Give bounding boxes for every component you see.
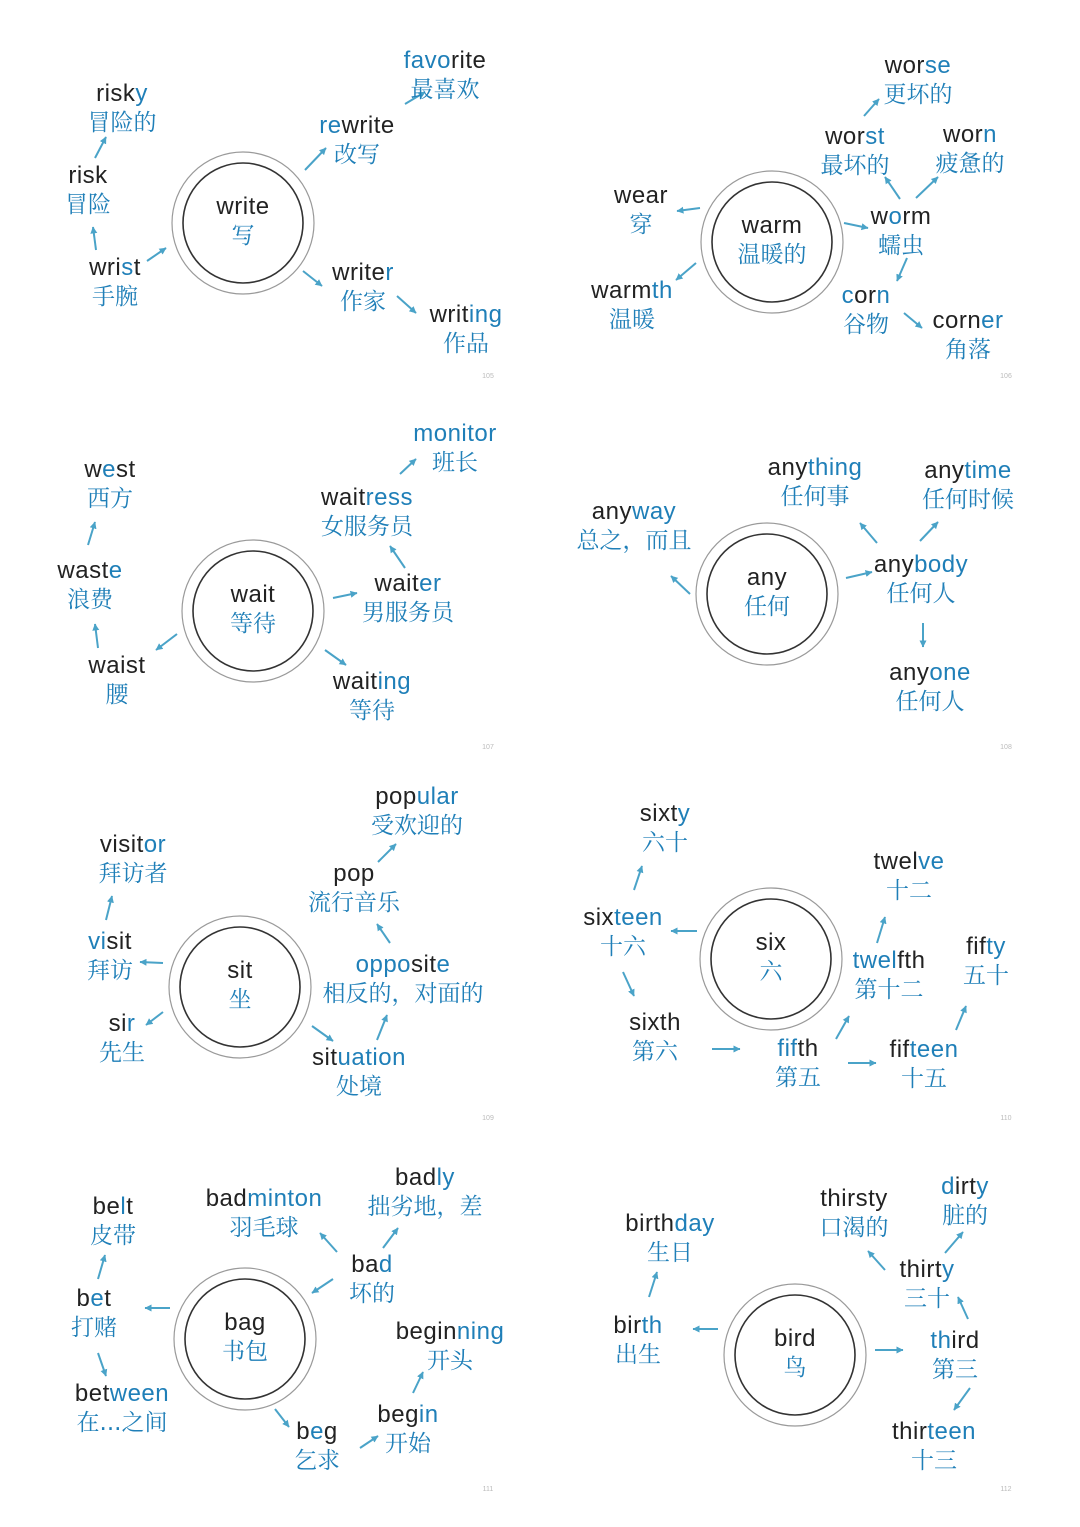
word-begin [377,1403,438,1456]
arrow-bird-7 [954,1388,970,1410]
word-monitor-english: monitor [413,420,497,447]
word-visit-chinese: 拜访 [87,958,133,984]
arrow-warm-5 [844,223,868,228]
word-twelfth-chinese: 第十二 [854,977,924,1003]
arrow-sit-5 [377,1015,387,1040]
center-word-write [216,195,269,248]
word-anytime-chinese: 任何时候 [922,487,1014,513]
word-badly-chinese: 拙劣地，差 [367,1194,483,1220]
word-twelve-chinese: 十二 [885,878,932,904]
word-situation-chinese: 处境 [335,1074,382,1100]
page-number-any: 108 [1000,744,1012,751]
word-favorite-english: favorite [403,47,487,74]
word-anybody-english: anybody [873,551,969,578]
word-birth-english: birth [613,1312,663,1339]
word-risk-chinese: 冒险 [65,192,111,218]
arrow-bag-8 [360,1436,378,1448]
word-fifteen-chinese: 十五 [900,1066,947,1092]
center-word-bag-chinese: 书包 [222,1339,268,1365]
word-waist-chinese: 腰 [105,682,129,708]
word-corn-chinese: 谷物 [842,312,889,338]
arrow-bird-1 [945,1232,963,1253]
word-popular-english: popular [375,783,459,810]
word-thirteen-chinese: 十三 [911,1448,957,1474]
center-word-wait-chinese: 等待 [230,611,276,637]
arrow-sit-7 [312,1026,333,1041]
word-birthday-chinese: 生日 [646,1240,693,1266]
word-wrist-chinese: 手腕 [91,284,138,310]
word-thirty-chinese: 三十 [903,1286,950,1312]
word-wrist [89,256,141,309]
word-waiting-english: waiting [332,668,412,695]
word-risky [88,82,157,135]
arrow-bag-1 [383,1228,398,1248]
word-sir [99,1012,145,1065]
word-birthday [625,1212,714,1265]
arrow-warm-8 [904,313,922,328]
word-anyone-chinese: 任何人 [895,689,965,715]
word-opposite-english: opposite [355,951,451,978]
word-anything-english: anything [767,454,863,481]
word-pop-english: pop [333,860,375,887]
word-visit-english: visit [88,928,132,955]
word-worst-english: worst [825,123,885,150]
center-word-any-chinese: 任何 [744,594,790,620]
word-wear-english: wear [613,182,669,209]
word-situation-english: situation [312,1044,406,1071]
word-anything [768,456,863,509]
word-twelve [873,850,944,903]
word-anyway-chinese: 总之，而且 [576,528,692,554]
center-word-any [744,566,790,619]
word-dirty [941,1175,989,1228]
word-corner [932,309,1003,362]
word-risk-english: risk [68,162,108,189]
arrow-any-1 [860,523,877,543]
center-word-bag [222,1311,268,1364]
arrow-any-2 [920,522,938,541]
word-sixth-english: sixth [629,1009,681,1036]
word-situation [312,1046,406,1099]
word-thirteen-english: thirteen [891,1418,977,1445]
word-anyway [577,500,692,553]
word-belt-chinese: 皮带 [90,1223,136,1249]
word-opposite [323,953,484,1006]
arrow-wait-6 [156,634,177,650]
word-rewrite [319,114,395,167]
word-waiter-chinese: 男服务员 [362,600,454,626]
page-number-write: 105 [482,373,494,380]
word-twelfth-english: twelfth [852,947,926,974]
word-opposite-chinese: 相反的，对面的 [322,981,484,1007]
word-third-english: third [930,1327,980,1354]
word-bet-chinese: 打赌 [71,1315,117,1341]
word-thirty-english: thirty [899,1256,955,1283]
word-warmth [591,279,673,332]
word-waitress-english: waitress [320,484,414,511]
arrow-write-3 [147,248,166,261]
arrow-warm-7 [897,258,907,281]
center-word-sit-chinese: 坐 [228,987,252,1013]
arrow-six-4 [623,972,634,996]
word-sixteen [583,906,663,959]
word-worn-chinese: 疲惫的 [935,151,1005,177]
word-sixty-chinese: 六十 [642,830,688,856]
word-bad-english: bad [351,1251,393,1278]
word-wrist-english: wrist [89,254,141,281]
arrow-write-2 [95,137,106,158]
word-fifth-english: fifth [777,1035,819,1062]
word-sir-english: sir [108,1010,136,1037]
word-thirty [899,1258,954,1311]
word-third [930,1329,979,1382]
center-word-six [756,931,787,984]
word-badminton-chinese: 羽毛球 [229,1215,299,1241]
arrow-sit-6 [146,1012,163,1025]
word-beg [294,1420,340,1473]
arrow-six-6 [836,1016,849,1039]
word-waist [88,654,145,707]
center-word-sit-english: sit [227,957,253,984]
word-risky-english: risky [96,80,148,107]
word-birth-chinese: 出生 [615,1342,661,1368]
word-beginning-chinese: 开头 [426,1348,473,1374]
arrow-bird-2 [868,1251,885,1270]
word-waiting-chinese: 等待 [349,698,395,724]
center-word-six-chinese: 六 [759,959,783,985]
word-pop-chinese: 流行音乐 [308,890,400,916]
arrow-sit-2 [106,896,112,920]
word-visitor-english: visitor [99,831,167,858]
word-between [75,1382,169,1435]
word-anytime [922,459,1014,512]
word-badminton-english: badminton [205,1185,323,1212]
word-risky-chinese: 冒险的 [87,110,157,136]
word-third-chinese: 第三 [932,1357,978,1383]
word-worse [884,54,953,107]
arrow-warm-3 [916,177,938,198]
arrow-bag-9 [275,1409,289,1427]
arrow-warm-4 [677,208,700,211]
word-pop [308,862,400,915]
word-dirty-chinese: 脏的 [941,1203,988,1229]
word-writing [430,303,503,356]
word-anybody-chinese: 任何人 [886,581,956,607]
word-anyone-english: anyone [889,659,971,686]
word-visit [87,930,133,983]
arrow-write-6 [303,271,322,286]
word-sir-chinese: 先生 [99,1040,145,1066]
page-number-warm: 106 [1000,373,1012,380]
word-fifteen-english: fifteen [889,1036,959,1063]
word-warmth-english: warmth [591,277,673,304]
arrow-wait-4 [95,624,98,648]
arrow-warm-1 [864,99,879,116]
word-waste [57,559,122,612]
arrow-bag-7 [98,1353,106,1376]
word-badly-english: badly [395,1164,455,1191]
word-favorite [404,49,487,102]
arrow-bag-6 [413,1372,423,1393]
word-fifty [963,935,1009,988]
word-begin-chinese: 开始 [384,1431,431,1457]
center-word-bag-english: bag [224,1309,266,1336]
word-west [84,458,135,511]
word-anytime-english: anytime [924,457,1012,484]
word-anything-chinese: 任何事 [780,484,850,510]
word-corner-chinese: 角落 [945,337,991,363]
word-anybody [874,553,968,606]
word-between-chinese: 在...之间 [76,1410,168,1436]
word-worm-chinese: 蠕虫 [878,233,924,259]
center-word-wait-english: wait [230,581,276,608]
word-corn [842,284,891,337]
word-warmth-chinese: 温暖 [609,307,655,333]
page-number-sit: 109 [482,1115,494,1122]
word-thirsty-english: thirsty [820,1185,888,1212]
word-west-chinese: 西方 [87,486,133,512]
arrow-any-4 [846,572,872,578]
center-word-warm [738,214,807,267]
page-number-wait: 107 [482,744,494,751]
word-sixteen-chinese: 十六 [600,934,646,960]
word-thirteen [892,1420,976,1473]
word-worse-english: worse [884,52,952,79]
word-visitor-chinese: 拜访者 [98,861,168,887]
word-thirsty [820,1187,889,1240]
word-birth [613,1314,662,1367]
word-anyway-english: anyway [591,498,677,525]
word-popular [371,785,463,838]
arrow-any-3 [671,576,690,594]
word-waste-english: waste [57,557,123,584]
center-word-warm-chinese: 温暖的 [737,242,807,268]
arrow-six-1 [634,866,642,890]
arrow-six-8 [956,1006,966,1030]
word-wear [614,184,668,237]
arrow-wait-7 [325,650,346,665]
arrow-sit-1 [378,844,396,862]
word-badminton [206,1187,323,1240]
arrow-bag-3 [320,1233,337,1252]
center-word-write-chinese: 写 [231,223,255,249]
word-worst [821,125,890,178]
word-begin-english: begin [377,1401,439,1428]
word-belt [90,1195,136,1248]
arrow-warm-6 [676,263,696,280]
word-corn-english: corn [841,282,891,309]
word-fifth-chinese: 第五 [775,1065,821,1091]
word-fifteen [890,1038,959,1091]
word-worm [871,205,932,258]
word-monitor [413,422,497,475]
arrow-wait-2 [390,546,405,568]
word-beg-english: beg [296,1418,338,1445]
word-thirsty-chinese: 口渴的 [819,1215,889,1241]
word-writer-chinese: 作家 [339,289,386,315]
word-worse-chinese: 更坏的 [883,82,953,108]
word-twelve-english: twelve [873,848,945,875]
word-fifty-english: fifty [966,933,1006,960]
page-number-bag: 111 [482,1486,494,1493]
word-waiter-english: waiter [374,570,442,597]
word-between-english: between [74,1380,170,1407]
word-dirty-english: dirty [941,1173,989,1200]
word-writing-english: writing [429,301,503,328]
word-worst-chinese: 最坏的 [820,153,890,179]
center-word-write-english: write [216,193,270,220]
word-west-english: west [84,456,136,483]
word-writing-chinese: 作品 [442,331,489,357]
center-word-bird-chinese: 鸟 [783,1355,807,1381]
arrow-six-2 [877,917,885,943]
word-rewrite-chinese: 改写 [333,142,380,168]
center-word-bird-english: bird [773,1325,817,1352]
arrow-bird-4 [958,1297,968,1319]
word-visitor [99,833,168,886]
word-beginning-english: beginning [395,1318,505,1345]
word-worn [936,123,1005,176]
word-sixth-chinese: 第六 [631,1039,678,1065]
word-waiter [362,572,454,625]
arrow-sit-3 [377,924,390,943]
word-twelfth [853,949,926,1002]
word-bet [71,1287,117,1340]
arrow-write-7 [397,296,416,313]
word-sixty-english: sixty [639,800,691,827]
arrow-bag-4 [312,1279,333,1293]
word-writer [332,261,394,314]
word-waiting [333,670,411,723]
word-sixty [640,802,691,855]
word-belt-english: belt [92,1193,134,1220]
center-word-six-english: six [755,929,787,956]
word-bet-english: bet [76,1285,112,1312]
word-waste-chinese: 浪费 [67,587,113,613]
center-word-sit [227,959,253,1012]
page-number-bird: 112 [1000,1486,1012,1493]
word-corner-english: corner [932,307,1004,334]
word-popular-chinese: 受欢迎的 [371,813,463,839]
center-word-warm-english: warm [741,212,803,239]
arrow-wait-3 [88,522,95,545]
word-bad-chinese: 坏的 [349,1281,395,1307]
arrow-sit-4 [140,962,163,963]
word-wear-chinese: 穿 [629,212,653,238]
word-risk [65,164,111,217]
word-beginning [396,1320,505,1373]
arrow-bag-2 [98,1255,105,1279]
word-worn-english: worn [942,121,998,148]
word-worm-english: worm [870,203,932,230]
center-word-any-english: any [746,564,788,591]
word-monitor-chinese: 班长 [432,450,478,476]
arrow-write-1 [93,227,96,250]
word-favorite-chinese: 最喜欢 [410,77,480,103]
word-sixteen-english: sixteen [583,904,663,931]
word-badly [368,1166,483,1219]
arrow-bird-3 [649,1272,657,1297]
word-fifty-chinese: 五十 [963,963,1009,989]
word-anyone [889,661,971,714]
word-fifth [775,1037,821,1090]
center-word-wait [230,583,276,636]
word-birthday-english: birthday [625,1210,715,1237]
arrow-wait-5 [333,593,357,598]
word-waitress [321,486,413,539]
page-number-six: 110 [1000,1115,1012,1122]
word-beg-chinese: 乞求 [294,1448,340,1474]
word-writer-english: writer [332,259,394,286]
word-waitress-chinese: 女服务员 [321,514,413,540]
center-word-bird [774,1327,816,1380]
word-rewrite-english: rewrite [319,112,395,139]
word-bad [349,1253,395,1306]
arrow-warm-2 [885,177,900,199]
word-waist-english: waist [88,652,146,679]
word-sixth [629,1011,681,1064]
